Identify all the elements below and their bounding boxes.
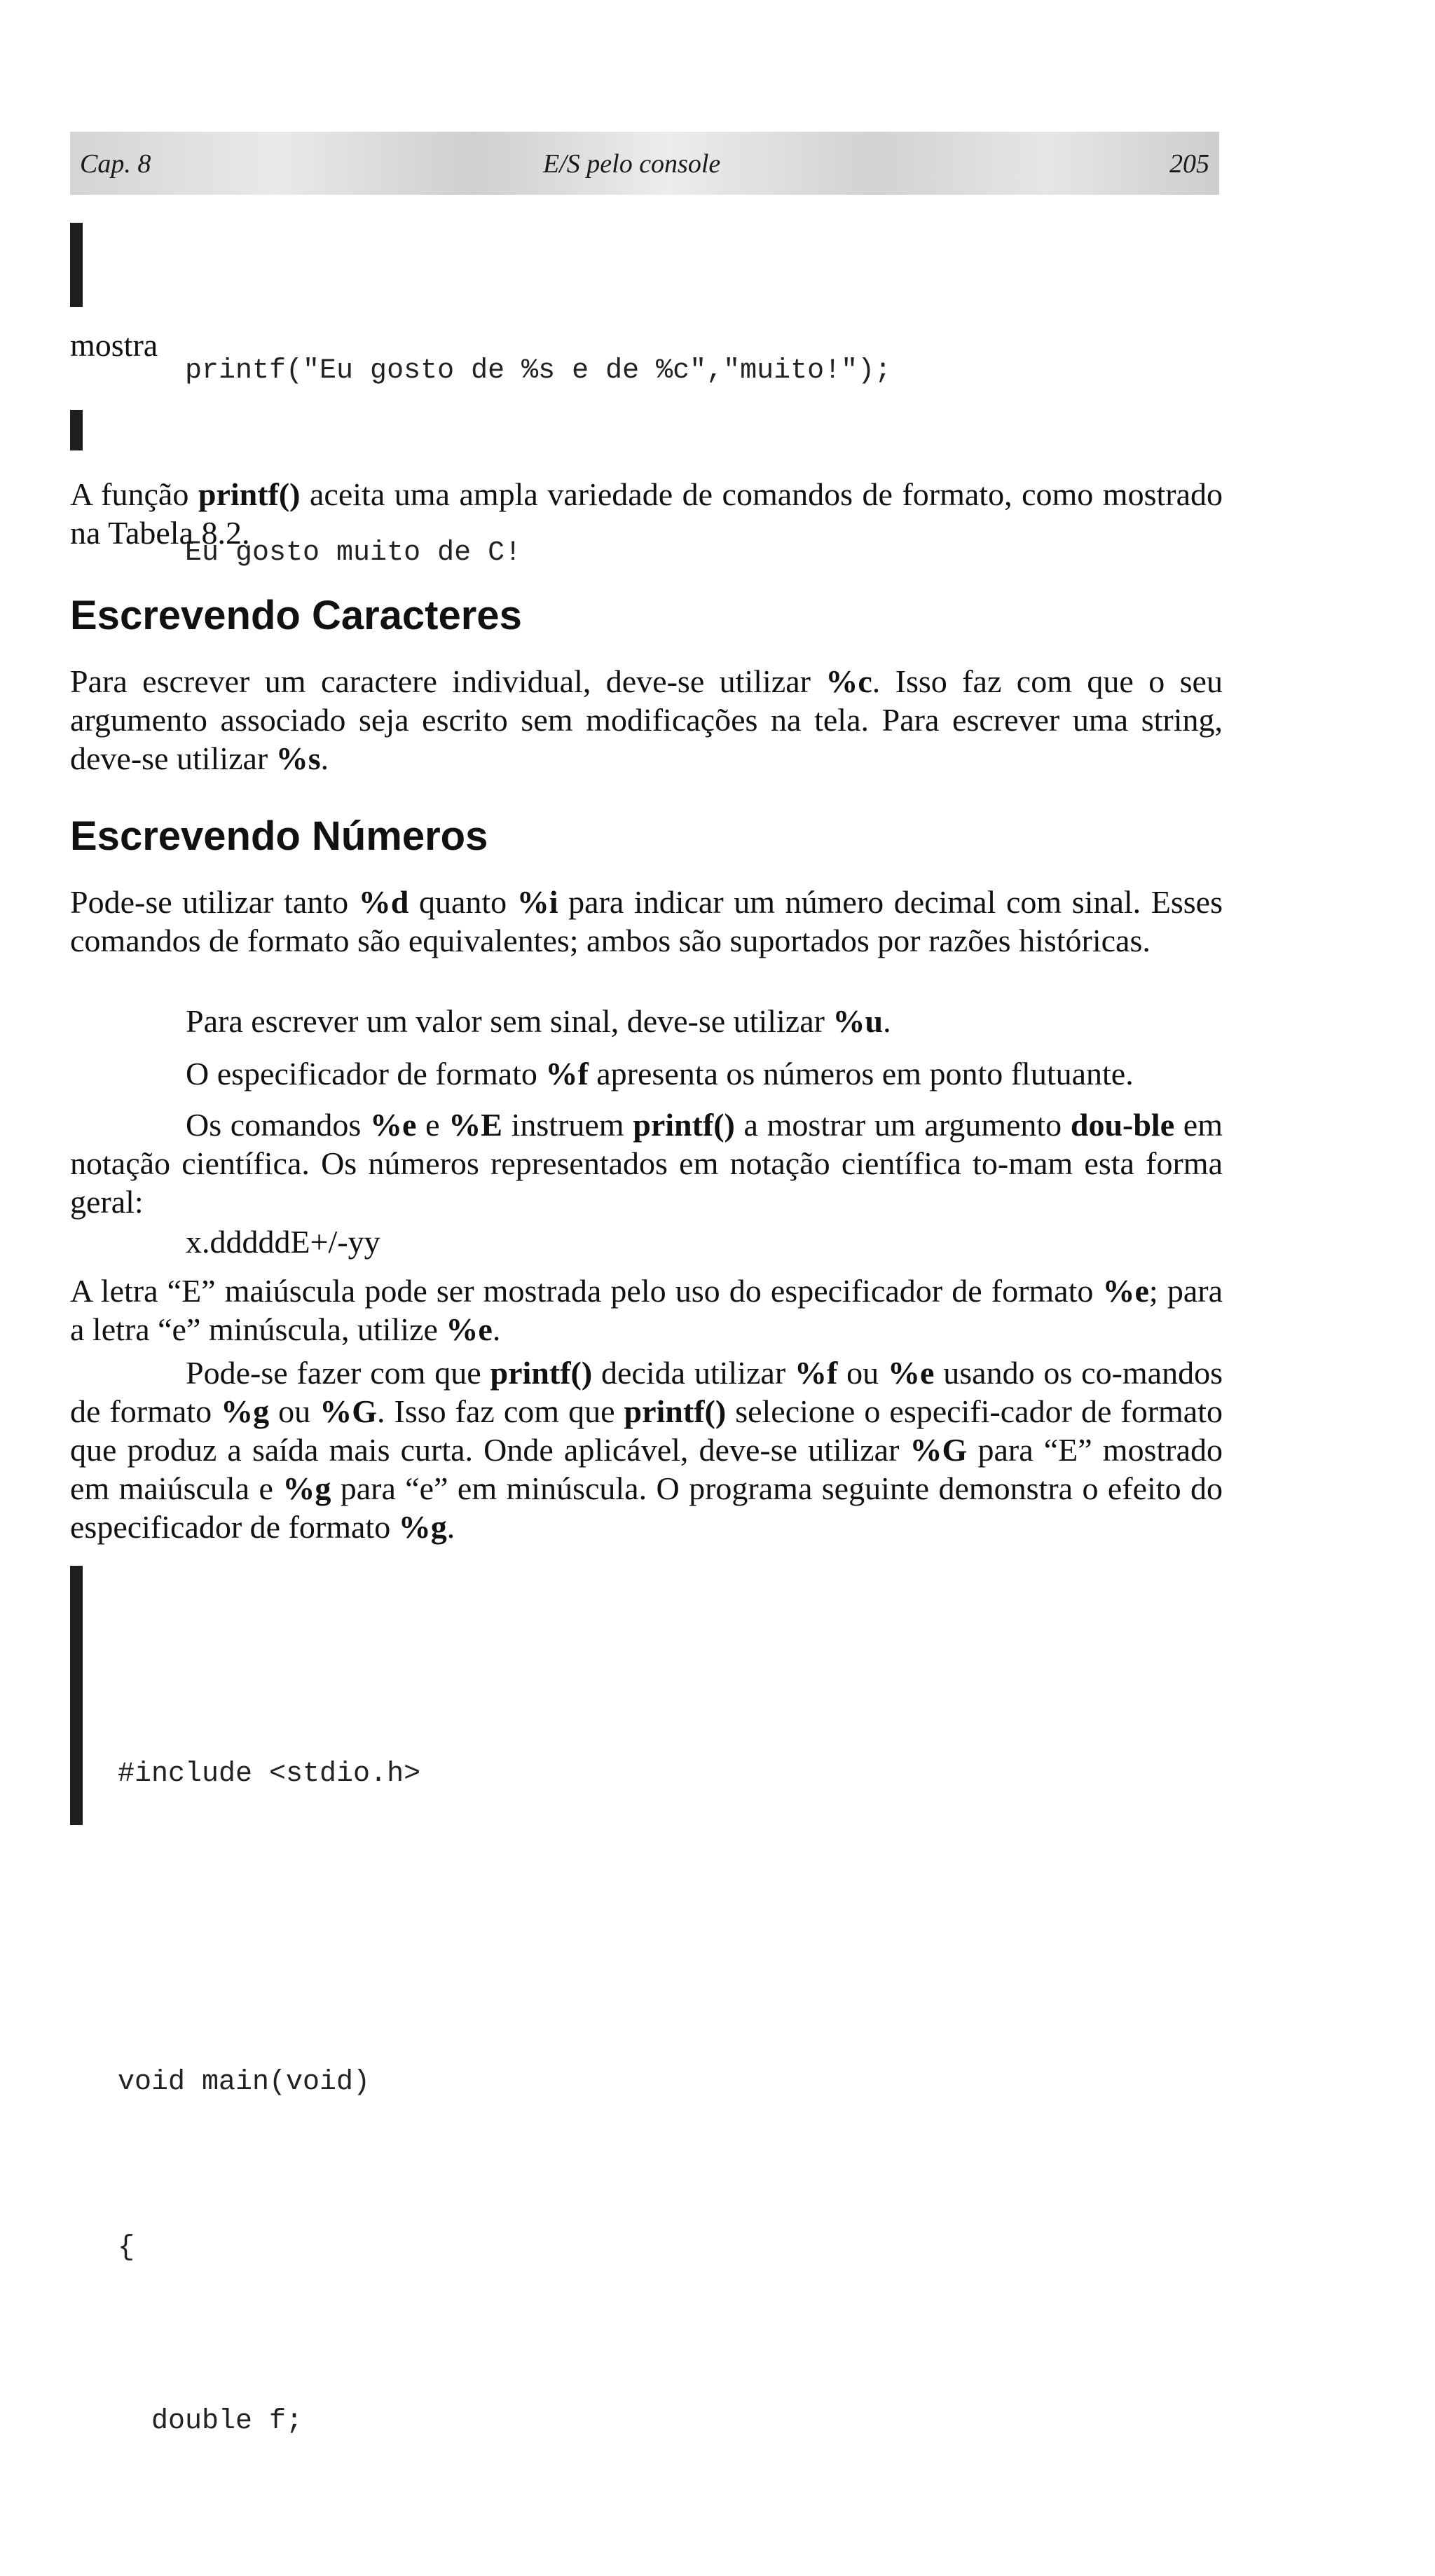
chapter-title: E/S pelo console — [543, 149, 721, 179]
paragraph-scientific: Os comandos %e e %E instruem printf() a mostrar um argumento dou-ble em notação científica. Os números representados em notação científica to-mam esta forma geral: — [70, 1107, 1223, 1220]
code-block-program — [70, 1559, 420, 2576]
code-line: void main(void) — [118, 2067, 371, 2098]
paragraph-float: O especificador de formato %f apresenta os números em ponto flutuante. — [186, 1056, 1134, 1091]
paragraph-caracteres: Para escrever um caractere individual, deve-se utilizar %c. Isso faz com que o seu argumento associado seja escrito sem modificações na tela. Para escrever uma string, deve-se utilizar %s. — [70, 663, 1223, 776]
code-line: #include <stdio.h> — [118, 1758, 421, 1790]
code-line: double f; — [118, 2406, 303, 2437]
code-line: { — [118, 2232, 135, 2264]
code-line: printf("Eu gosto de %s e de %c","muito!"); — [185, 355, 892, 387]
scientific-format-example: x.dddddE+/-yy — [186, 1224, 380, 1260]
paragraph-g-format: Pode-se fazer com que printf() decida utilizar %f ou %e usando os co-mandos de formato %g ou %G. Isso faz com que printf() selecione o especifi-cador de formato que produz a saída mais curta. Onde aplicável, deve-se utilizar %G para “E” mostrado em maiúscula e %g para “e” em minúscula. O programa seguinte demonstra o efeito do especificador de formato %g. — [70, 1355, 1223, 1545]
code-margin-bar — [70, 410, 83, 450]
paragraph-mostra — [70, 326, 1223, 364]
section-heading-numeros: Escrevendo Números — [70, 813, 488, 859]
paragraph-decimal: Pode-se utilizar tanto %d quanto %i para indicar um número decimal com sinal. Esses comandos de formato são equivalentes; ambos são suportados por razões históricas. — [70, 884, 1223, 958]
code-margin-bar — [70, 1566, 83, 1825]
running-header — [70, 132, 1219, 195]
paragraph-text: mostra — [70, 327, 158, 363]
paragraph-unsigned: Para escrever um valor sem sinal, deve-se utilizar %u. — [186, 1003, 891, 1039]
paragraph-printf-intro: A função printf() aceita uma ampla variedade de comandos de formato, como mostrado na Tabela 8.2. — [70, 476, 1223, 551]
paragraph-letter-e: A letra “E” maiúscula pode ser mostrada pelo uso do especificador de formato %e; para a letra “e” minúscula, utilize %e. — [70, 1273, 1223, 1347]
chapter-label: Cap. 8 — [80, 149, 151, 179]
code-margin-bar — [70, 223, 83, 307]
code-line: Eu gosto muito de C! — [185, 537, 522, 569]
page-number: 205 — [1169, 149, 1209, 179]
section-heading-caracteres: Escrevendo Caracteres — [70, 593, 522, 638]
